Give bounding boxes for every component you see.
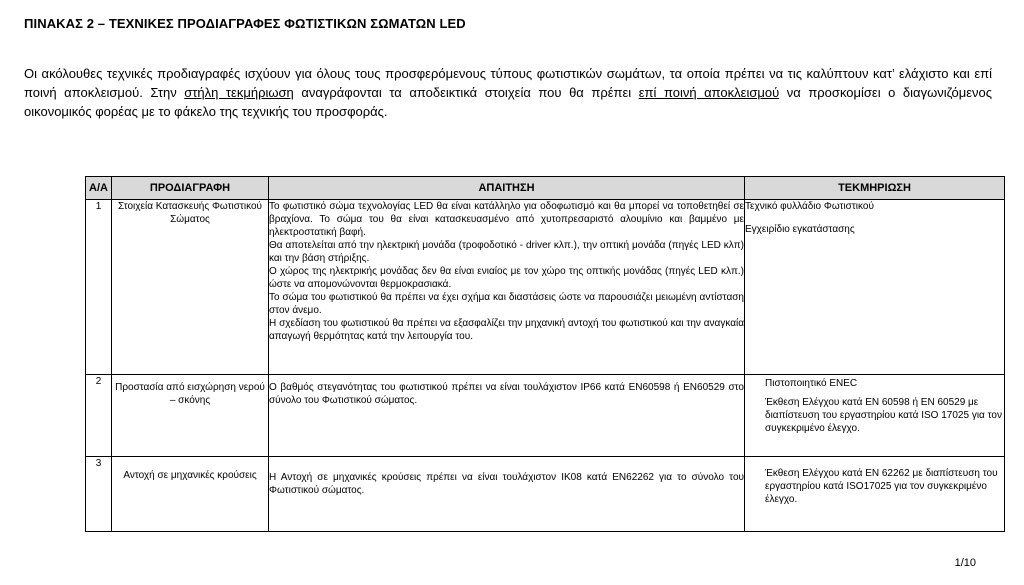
page-title: ΠΙΝΑΚΑΣ 2 – ΤΕΧΝΙΚΕΣ ΠΡΟΔΙΑΓΡΑΦΕΣ ΦΩΤΙΣΤΙΚΩΝ ΣΩΜΑΤΩΝ LED bbox=[24, 16, 466, 31]
row-requirement bbox=[269, 457, 745, 532]
requirement-line: Η σχεδίαση του φωτιστικού θα πρέπει να εξασφαλίζει την μηχανική αντοχή του φωτιστικού και την αναγκαία απαγωγή θερμότητας κατά την λειτουργία του. bbox=[269, 318, 744, 342]
row-documentation bbox=[745, 457, 1005, 532]
header-requirement: ΑΠΑΙΤΗΣΗ bbox=[269, 177, 745, 200]
row-requirement bbox=[269, 200, 745, 375]
row-requirement bbox=[269, 375, 745, 457]
requirement-line: Ο βαθμός στεγανότητας του φωτιστικού πρέπει να είναι τουλάχιστον IP66 κατά EN60598 ή EN60529 στο σύνολο του Φωτιστικού σώματος. bbox=[269, 382, 744, 406]
page-number: 1/10 bbox=[954, 557, 976, 569]
intro-text-3: να προσκομίσει ο διαγωνιζόμενος οικονομικός φορέας με το φάκελο της τεχνικής του προσφοράς. bbox=[24, 85, 992, 119]
documentation-item: Έκθεση Ελέγχου κατά ΕΝ 62262 με διαπίστευση του εργαστηρίου κατά ISO17025 για τον συγκεκριμένο έλεγχο. bbox=[765, 468, 998, 505]
row-specification: Στοιχεία Κατασκευής Φωτιστικού Σώματος bbox=[112, 200, 269, 375]
specifications-table bbox=[85, 176, 1005, 532]
row-documentation bbox=[745, 375, 1005, 457]
requirement-line: Η Αντοχή σε μηχανικές κρούσεις πρέπει να είναι τουλάχιστον IK08 κατά EN62262 για το σύνολο του Φωτιστικού σώματος. bbox=[269, 472, 744, 496]
row-number: 1 bbox=[86, 200, 112, 375]
requirement-line: Το φωτιστικό σώμα τεχνολογίας LED θα είναι κατάλληλο για οδοφωτισμό και θα μπορεί να τοποθετηθεί σε βραχίονα. Το σώμα του θα είναι κατασκευασμένο από χυτοπρεσαριστό αλουμίνιο και βαμμένο με ηλεκτροστατική βαφή. bbox=[269, 201, 744, 238]
documentation-item: Τεχνικό φυλλάδιο Φωτιστικού bbox=[745, 201, 874, 212]
intro-underline-exclusion-penalty: επί ποινή αποκλεισμού bbox=[638, 85, 780, 100]
requirement-line: Το σώμα του φωτιστικού θα πρέπει να έχει σχήμα και διαστάσεις ώστε να παρουσιάζει μειωμένη αντίσταση στον άνεμο. bbox=[269, 292, 744, 316]
header-specification: ΠΡΟΔΙΑΓΡΑΦΗ bbox=[112, 177, 269, 200]
row-number: 2 bbox=[86, 375, 112, 457]
intro-underline-documentation-column: στήλη τεκμήριωση bbox=[184, 85, 294, 100]
table-row bbox=[86, 375, 1005, 457]
intro-text-2: αναγράφονται τα αποδεικτικά στοιχεία που θα πρέπει bbox=[293, 85, 639, 100]
header-aa: Α/Α bbox=[86, 177, 112, 200]
intro-text-1: Οι ακόλουθες τεχνικές προδιαγραφές ισχύουν για όλους τους προσφερόμενους τύπους φωτιστικών σωμάτων, τα οποία πρέπει να τις καλύπτουν κατ’ ελάχιστο και επί ποινή αποκλεισμού. Στην bbox=[24, 66, 992, 100]
requirement-line: Ο χώρος της ηλεκτρικής μονάδας δεν θα είναι ενιαίος με τον χώρο της οπτικής μονάδας (πηγές LED κλπ.) ώστε να απομονώνονται θερμοκρασιακά. bbox=[269, 266, 744, 290]
row-specification: Προστασία από εισχώρηση νερού – σκόνης bbox=[112, 375, 269, 457]
table-row bbox=[86, 457, 1005, 532]
row-documentation bbox=[745, 200, 1005, 375]
row-number: 3 bbox=[86, 457, 112, 532]
documentation-item: Έκθεση Ελέγχου κατά ΕΝ 60598 ή ΕΝ 60529 με διαπίστευση του εργαστηρίου κατά ISO 17025 για τον συγκεκριμένο έλεγχο. bbox=[765, 397, 1002, 434]
table-header-row bbox=[86, 177, 1005, 200]
documentation-item: Πιστοποιητικό ENEC bbox=[765, 378, 858, 389]
requirement-line: Θα αποτελείται από την ηλεκτρική μονάδα (τροφοδοτικό - driver κλπ.), την οπτική μονάδα (πηγές LED κλπ) και την βάση στήριξης. bbox=[269, 240, 744, 264]
intro-paragraph bbox=[24, 64, 992, 121]
header-documentation: ΤΕΚΜΗΡΙΩΣΗ bbox=[745, 177, 1005, 200]
table-row bbox=[86, 200, 1005, 375]
row-specification: Αντοχή σε μηχανικές κρούσεις bbox=[112, 457, 269, 532]
documentation-item: Εγχειρίδιο εγκατάστασης bbox=[745, 224, 855, 235]
